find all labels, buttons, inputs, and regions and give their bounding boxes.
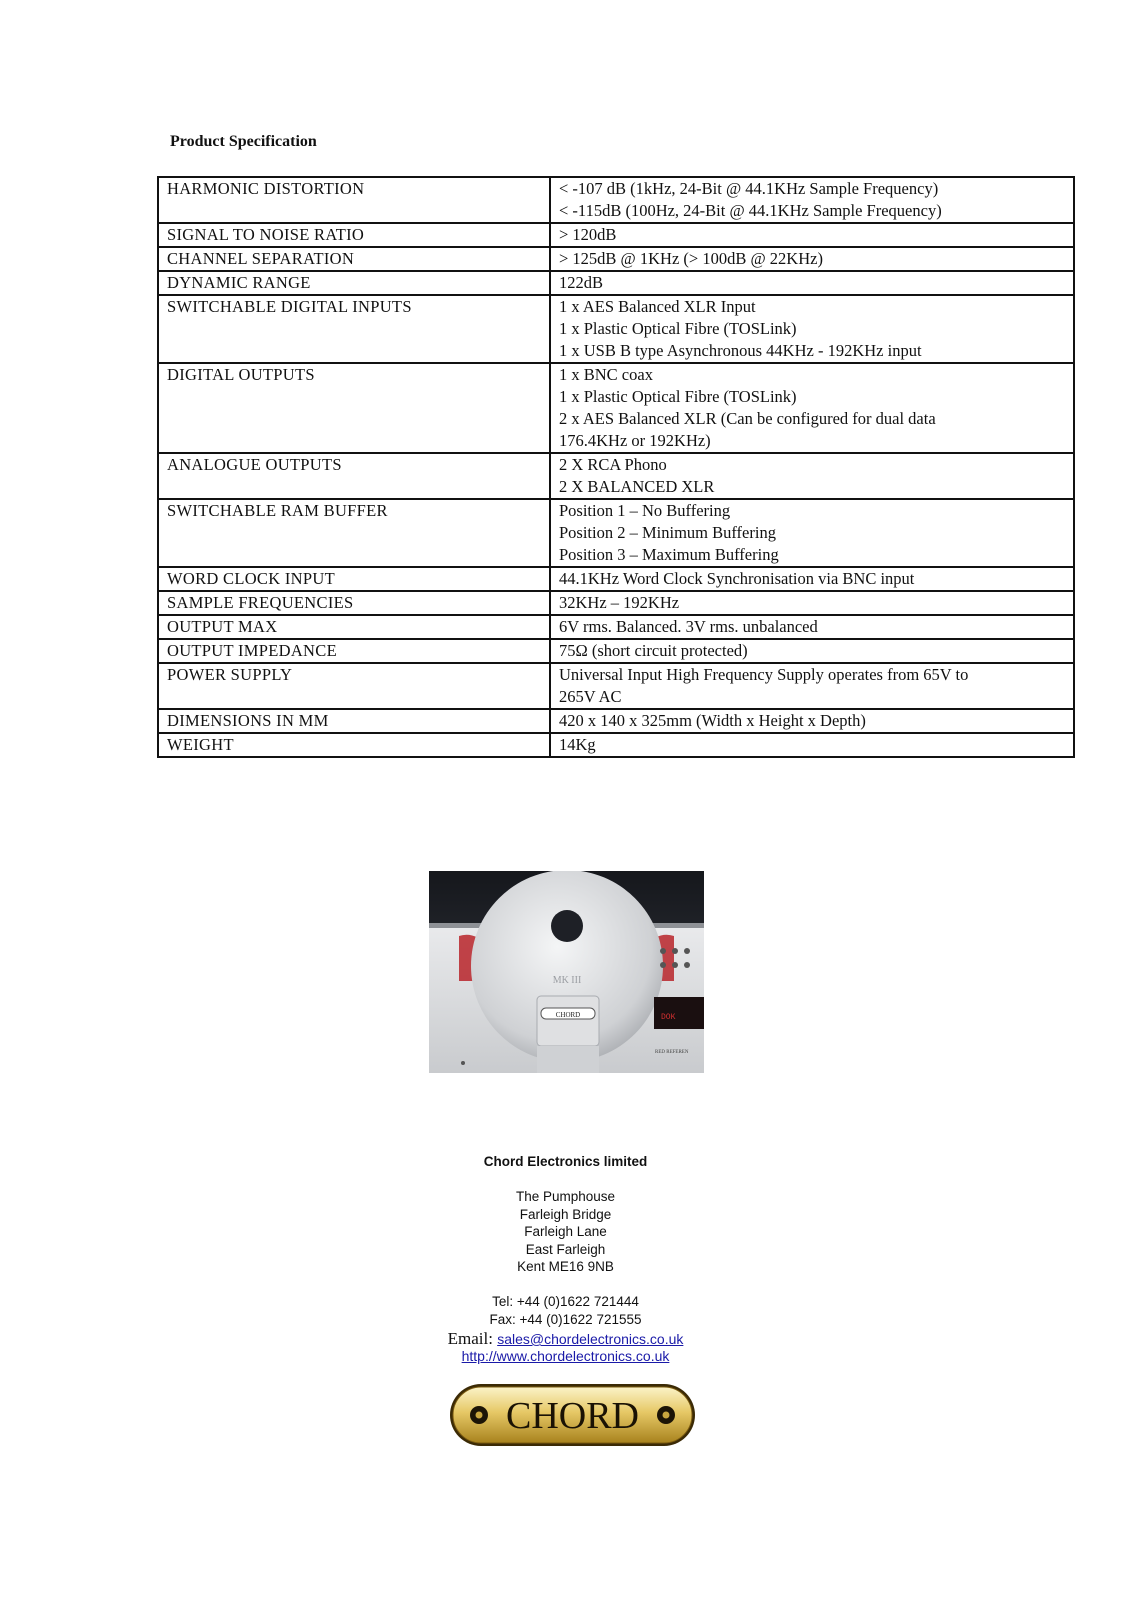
spec-value-line: 6V rms. Balanced. 3V rms. unbalanced xyxy=(559,617,818,636)
spec-name: CHANNEL SEPARATION xyxy=(158,247,550,271)
spec-value-line: 14Kg xyxy=(559,735,596,754)
spec-row xyxy=(158,453,1074,499)
spec-value-line: 122dB xyxy=(559,273,604,292)
svg-text:DOK: DOK xyxy=(661,1013,676,1022)
spec-value-line: 1 x AES Balanced XLR Input xyxy=(559,297,756,316)
spec-name: OUTPUT IMPEDANCE xyxy=(158,639,550,663)
chord-logo xyxy=(449,1383,696,1447)
spec-value xyxy=(550,591,1074,615)
product-image xyxy=(429,871,704,1073)
spec-name: DIMENSIONS IN MM xyxy=(158,709,550,733)
logo-text: CHORD xyxy=(505,1395,640,1437)
svg-text:CHORD: CHORD xyxy=(555,1011,581,1019)
spec-value-line: Position 1 – No Buffering xyxy=(559,501,731,520)
spec-row xyxy=(158,709,1074,733)
spec-row xyxy=(158,363,1074,453)
spec-name: POWER SUPPLY xyxy=(158,663,550,709)
spec-value-line: 2 X BALANCED XLR xyxy=(559,477,715,496)
spec-table xyxy=(157,176,1075,758)
spec-value-line: 1 x BNC coax xyxy=(559,365,653,384)
address-line: East Farleigh xyxy=(525,1241,606,1257)
company-name: Chord Electronics limited xyxy=(483,1154,648,1169)
spec-value-line: Position 3 – Maximum Buffering xyxy=(559,545,779,564)
tel-line: Tel: +44 (0)1622 721444 xyxy=(492,1294,639,1309)
spec-value xyxy=(550,615,1074,639)
spec-value-line: Universal Input High Frequency Supply operates from 65V to xyxy=(559,665,969,684)
spec-value-line: Position 2 – Minimum Buffering xyxy=(559,523,776,542)
spec-value xyxy=(550,223,1074,247)
fax-line: Fax: +44 (0)1622 721555 xyxy=(489,1311,642,1327)
spec-value-line: < -107 dB (1kHz, 24-Bit @ 44.1KHz Sample Frequency) xyxy=(559,179,939,198)
spec-row xyxy=(158,615,1074,639)
spec-row xyxy=(158,567,1074,591)
spec-name: HARMONIC DISTORTION xyxy=(158,177,550,223)
spec-value-line: 2 X RCA Phono xyxy=(559,455,667,474)
address-line: Kent ME16 9NB xyxy=(517,1259,614,1275)
spec-row xyxy=(158,639,1074,663)
spec-name: DYNAMIC RANGE xyxy=(158,271,550,295)
spec-value-line: > 125dB @ 1KHz (> 100dB @ 22KHz) xyxy=(559,249,823,268)
svg-text:RED REFEREN: RED REFEREN xyxy=(655,1050,689,1055)
spec-name: OUTPUT MAX xyxy=(158,615,550,639)
spec-value-line: 2 x AES Balanced XLR (Can be configured for dual data xyxy=(559,409,936,428)
website-link[interactable]: http://www.chordelectronics.co.uk xyxy=(461,1348,670,1364)
spec-value xyxy=(550,709,1074,733)
spec-row xyxy=(158,271,1074,295)
email-link[interactable]: sales@chordelectronics.co.uk xyxy=(497,1331,684,1347)
address-line: Farleigh Bridge xyxy=(519,1206,612,1222)
spec-name: SIGNAL TO NOISE RATIO xyxy=(158,223,550,247)
email-row xyxy=(0,1329,1131,1349)
spec-value xyxy=(550,499,1074,567)
page-heading: Product Specification xyxy=(170,133,317,150)
spec-value-line: 32KHz – 192KHz xyxy=(559,593,680,612)
contact-block xyxy=(0,1293,1131,1328)
spec-name: WORD CLOCK INPUT xyxy=(158,567,550,591)
spec-value-line: 265V AC xyxy=(559,687,622,706)
logo-image xyxy=(449,1383,696,1447)
spec-value-line: 1 x Plastic Optical Fibre (TOSLink) xyxy=(559,319,797,338)
spec-name: ANALOGUE OUTPUTS xyxy=(158,453,550,499)
spec-row xyxy=(158,223,1074,247)
spec-value xyxy=(550,567,1074,591)
spec-value xyxy=(550,663,1074,709)
spec-value-line: > 120dB xyxy=(559,225,617,244)
spec-value xyxy=(550,363,1074,453)
address-block xyxy=(0,1188,1131,1276)
spec-value xyxy=(550,295,1074,363)
spec-value-line: 44.1KHz Word Clock Synchronisation via BNC input xyxy=(559,569,915,588)
spec-row xyxy=(158,499,1074,567)
spec-name: SWITCHABLE RAM BUFFER xyxy=(158,499,550,567)
spec-row xyxy=(158,733,1074,757)
spec-row xyxy=(158,663,1074,709)
spec-value-line: 75Ω (short circuit protected) xyxy=(559,641,748,660)
spec-value-line: < -115dB (100Hz, 24-Bit @ 44.1KHz Sample Frequency) xyxy=(559,201,942,220)
spec-name: WEIGHT xyxy=(158,733,550,757)
address-line: The Pumphouse xyxy=(515,1189,616,1204)
spec-value-line: 176.4KHz or 192KHz) xyxy=(559,431,711,450)
spec-value xyxy=(550,247,1074,271)
spec-value xyxy=(550,271,1074,295)
email-label: Email: xyxy=(447,1329,493,1348)
spec-name: SAMPLE FREQUENCIES xyxy=(158,591,550,615)
website-row xyxy=(0,1348,1131,1366)
spec-value xyxy=(550,177,1074,223)
spec-value-line: 1 x Plastic Optical Fibre (TOSLink) xyxy=(559,387,797,406)
spec-value-line: 1 x USB B type Asynchronous 44KHz - 192KHz input xyxy=(559,341,922,360)
spec-row xyxy=(158,591,1074,615)
spec-name: DIGITAL OUTPUTS xyxy=(158,363,550,453)
spec-name: SWITCHABLE DIGITAL INPUTS xyxy=(158,295,550,363)
spec-value xyxy=(550,733,1074,757)
spec-value xyxy=(550,453,1074,499)
spec-row xyxy=(158,177,1074,223)
spec-value-line: 420 x 140 x 325mm (Width x Height x Depth) xyxy=(559,711,866,730)
address-line: Farleigh Lane xyxy=(524,1224,607,1240)
product-photo xyxy=(429,871,704,1073)
spec-row xyxy=(158,247,1074,271)
spec-row xyxy=(158,295,1074,363)
svg-text:MK III: MK III xyxy=(552,975,582,986)
spec-value xyxy=(550,639,1074,663)
